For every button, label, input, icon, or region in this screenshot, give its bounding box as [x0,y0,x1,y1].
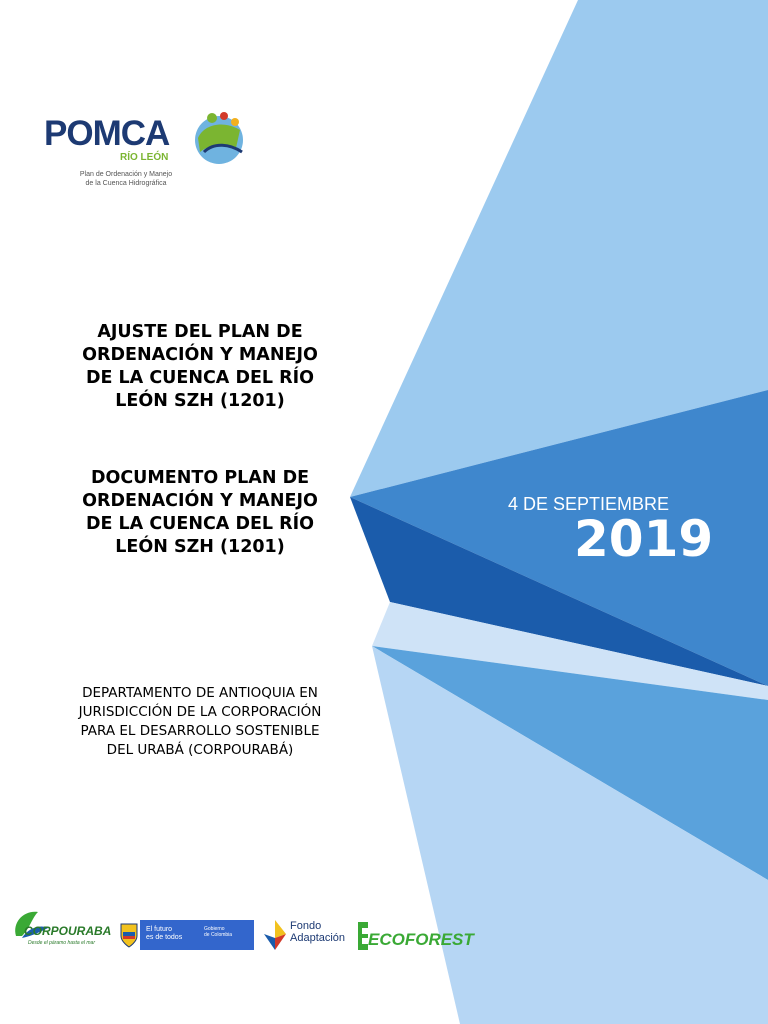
pomca-brand-text: POMCA [44,114,170,153]
fondo-adaptacion-text [290,920,345,944]
department-line2: JURISDICCIÓN DE LA CORPORACIÓN [78,704,322,720]
gobierno-colombia-logo [118,920,254,950]
department-text [40,684,360,760]
river-emblem-icon [190,108,248,168]
gov-line3: Gobierno [204,926,225,932]
footer-logos [10,904,474,964]
colombia-shield-icon [120,922,138,948]
gov-line4: de Colombia [204,932,233,938]
department-line3: PARA EL DESARROLLO SOSTENIBLE [80,723,320,739]
document-title-line4: LEÓN SZH (1201) [115,537,285,557]
document-title-line3: DE LA CUENCA DEL RÍO [85,514,315,534]
corpouraba-tagline: Desde el páramo hasta el mar [28,940,95,946]
document-title-line1: DOCUMENTO PLAN DE [90,468,310,488]
corpouraba-logo [10,906,110,958]
gov-name [204,926,232,938]
ecoforest-name: ECOFOREST [368,930,474,949]
gov-slogan [146,926,182,942]
pomca-desc-line2: de la Cuenca Hidrográfica [85,180,167,187]
main-title-line2: ORDENACIÓN Y MANEJO [82,345,318,365]
main-title-line4: LEÓN SZH (1201) [115,391,285,411]
main-title-line3: DE LA CUENCA DEL RÍO [85,368,315,388]
main-title-line1: AJUSTE DEL PLAN DE [97,322,303,342]
fondo-line1: Fondo [290,920,322,932]
department-line4: DEL URABÁ (CORPOURABÁ) [106,742,294,758]
main-title [40,321,360,413]
pomca-description [66,170,186,188]
document-title [40,467,360,559]
pomca-desc-line1: Plan de Ordenación y Manejo [79,171,173,178]
fondo-adaptacion-logo [262,918,358,954]
gov-line1: El futuro [146,926,173,933]
ecoforest-logo [356,916,474,954]
gov-line2: es de todos [146,934,183,941]
department-line1: DEPARTAMENTO DE ANTIOQUIA EN [82,685,318,701]
fondo-line2: Adaptación [290,932,346,944]
date-day-month: 4 DE SEPTIEMBRE [508,494,670,514]
pomca-logo [44,108,254,198]
date-year: 2019 [574,510,714,568]
pomca-subtitle: RÍO LEÓN [120,152,169,163]
fondo-adaptacion-icon [262,918,288,952]
corpouraba-name: CORPOURABA [24,924,112,938]
document-title-line2: ORDENACIÓN Y MANEJO [82,491,318,511]
